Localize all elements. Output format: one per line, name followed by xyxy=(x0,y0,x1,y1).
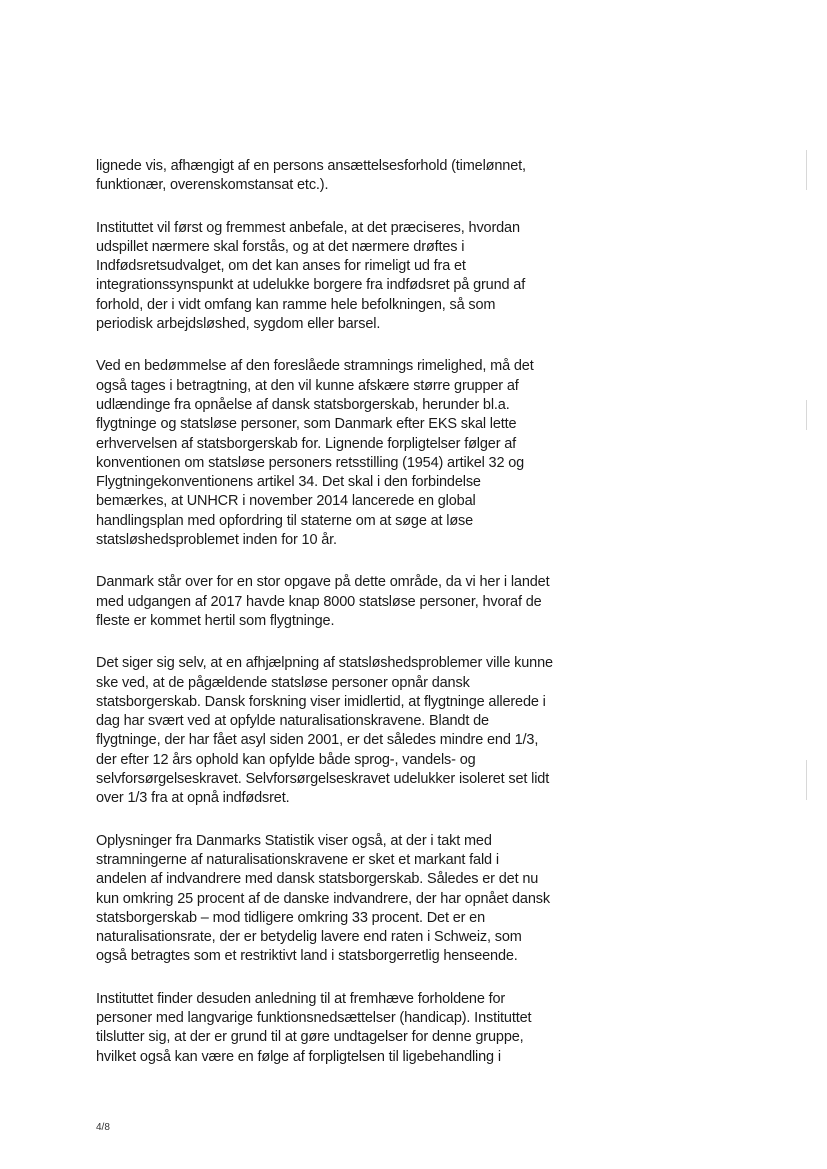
text-line: Ved en bedømmelse af den foreslåede stramnings rimelighed, må det xyxy=(96,358,534,375)
paragraph-5 xyxy=(96,654,656,808)
scan-artifact xyxy=(806,400,807,430)
page-number: 4/8 xyxy=(96,1122,110,1133)
text-line: selvforsørgelseskravet. Selvforsørgelseskravet udelukker isoleret set lidt xyxy=(96,771,550,788)
text-line: også betragtes som et restriktivt land i statsborgerretlig henseende. xyxy=(96,948,518,965)
scan-artifact xyxy=(806,150,807,190)
text-line: erhvervelsen af statsborgerskab for. Lignende forpligtelser følger af xyxy=(96,435,517,452)
text-line: over 1/3 fra at opnå indfødsret. xyxy=(96,790,290,807)
text-line: bemærkes, at UNHCR i november 2014 lancerede en global xyxy=(96,493,476,510)
text-line: udspillet nærmere skal forstås, og at det nærmere drøftes i xyxy=(96,238,465,255)
text-line: Danmark står over for en stor opgave på dette område, da vi her i landet xyxy=(96,574,550,591)
text-line: funktionær, overenskomstansat etc.). xyxy=(96,177,329,194)
scan-artifact xyxy=(806,760,807,800)
text-line: konventionen om statsløse personers retsstilling (1954) artikel 32 og xyxy=(96,454,525,471)
text-line: andelen af indvandrere med dansk statsborgerskab. Således er det nu xyxy=(96,871,539,888)
text-line: statsborgerskab – mod tidligere omkring 33 procent. Det er en xyxy=(96,909,485,926)
text-line: lignede vis, afhængigt af en persons ansættelsesforhold (timelønnet, xyxy=(96,158,526,174)
text-line: Flygtningekonventionens artikel 34. Det skal i den forbindelse xyxy=(96,474,481,491)
text-line: fleste er kommet hertil som flygtninge. xyxy=(96,612,335,629)
text-line: med udgangen af 2017 havde knap 8000 statsløse personer, hvoraf de xyxy=(96,593,542,610)
text-line: hvilket også kan være en følge af forpligtelsen til ligebehandling i xyxy=(96,1048,501,1065)
text-line: tilslutter sig, at der er grund til at gøre undtagelser for denne gruppe, xyxy=(96,1029,524,1046)
paragraph-7 xyxy=(96,990,656,1067)
text-line: statsløshedsproblemet inden for 10 år. xyxy=(96,532,337,549)
text-line: ske ved, at de pågældende statsløse personer opnår dansk xyxy=(96,674,470,691)
paragraph-1 xyxy=(96,157,656,196)
text-line: også tages i betragtning, at den vil kunne afskære større grupper af xyxy=(96,377,519,394)
text-line: Oplysninger fra Danmarks Statistik viser også, at der i takt med xyxy=(96,832,492,849)
paragraph-2 xyxy=(96,219,656,335)
text-line: handlingsplan med opfordring til staterne om at søge at løse xyxy=(96,512,474,529)
paragraph-4 xyxy=(96,573,656,631)
text-line: udlændinge fra opnåelse af dansk statsborgerskab, herunder bl.a. xyxy=(96,396,510,413)
text-line: Det siger sig selv, at en afhjælpning af statsløshedsproblemer ville kunne xyxy=(96,655,553,672)
text-line: der efter 12 års ophold kan opfylde både sprog-, vandels- og xyxy=(96,751,476,768)
text-line: flygtninge og statsløse personer, som Danmark efter EKS skal lette xyxy=(96,416,517,433)
paragraph-3 xyxy=(96,357,656,550)
text-line: naturalisationsrate, der er betydelig lavere end raten i Schweiz, som xyxy=(96,929,522,946)
text-line: flygtninge, der har fået asyl siden 2001, er det således mindre end 1/3, xyxy=(96,732,539,749)
text-line: kun omkring 25 procent af de danske indvandrere, der har opnået dansk xyxy=(96,890,550,907)
text-line: dag har svært ved at opfylde naturalisationskravene. Blandt de xyxy=(96,713,489,730)
text-line: Instituttet vil først og fremmest anbefale, at det præciseres, hvordan xyxy=(96,219,520,236)
body-text xyxy=(96,157,656,1090)
paragraph-6 xyxy=(96,832,656,967)
text-line: periodisk arbejdsløshed, sygdom eller barsel. xyxy=(96,316,381,333)
text-line: personer med langvarige funktionsnedsættelser (handicap). Instituttet xyxy=(96,1009,532,1026)
text-line: Instituttet finder desuden anledning til at fremhæve forholdene for xyxy=(96,990,506,1007)
text-line: statsborgerskab. Dansk forskning viser imidlertid, at flygtninge allerede i xyxy=(96,693,546,710)
text-line: forhold, der i vidt omfang kan ramme hele befolkningen, så som xyxy=(96,296,496,313)
text-line: stramningerne af naturalisationskravene er sket et markant fald i xyxy=(96,851,499,868)
text-line: Indfødsretsudvalget, om det kan anses for rimeligt ud fra et xyxy=(96,258,466,275)
text-line: integrationssynspunkt at udelukke borgere fra indfødsret på grund af xyxy=(96,277,526,294)
